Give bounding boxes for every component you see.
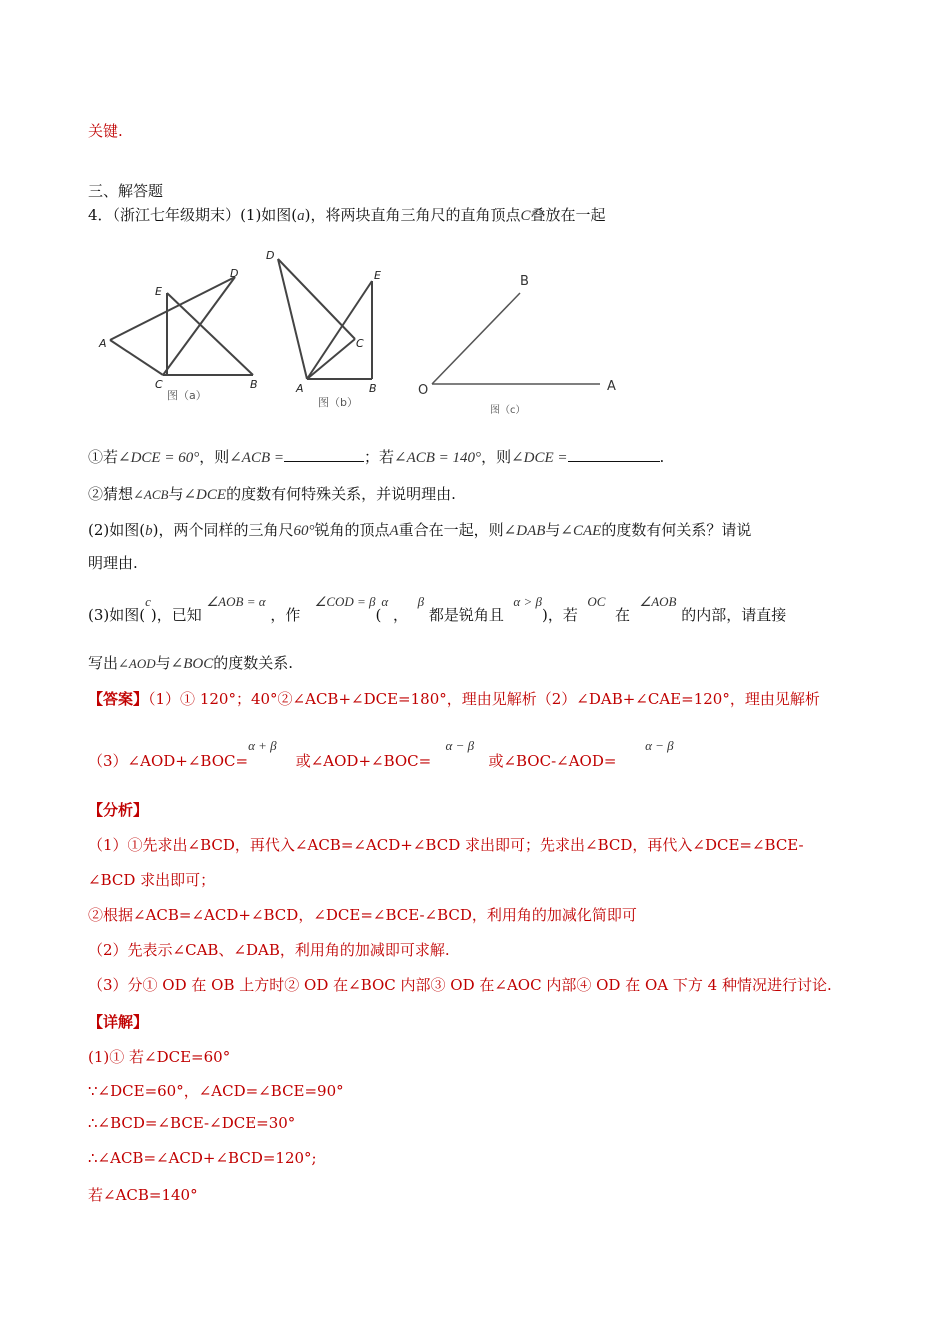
fig-a-label-d: D [230,267,239,280]
math: ∠AOB = α [206,594,266,609]
fig-b-caption: 图（b） [318,396,358,409]
question-sub1 [88,446,664,467]
question-part3 [88,594,787,625]
analysis-line-1: （1）①先求出∠BCD，再代入∠ACB=∠ACD+∠BCD 求出即可；先求出∠BCD，再代入∠DCE=∠BCE- [88,836,804,854]
fig-b-label-e: E [374,269,381,282]
math: ∠DCE = 60° [118,450,200,466]
analysis-line-2: ∠BCD 求出即可； [88,871,216,889]
text: 与 [545,521,561,539]
text: (1)如图( [240,206,298,224]
text: ①若 [88,448,119,466]
text: 的内部，请直接 [681,606,787,624]
answer-line-2 [88,738,674,771]
math: ∠BOC [170,656,214,672]
math: ∠DCE = [511,450,568,466]
text: ，则 [199,448,230,466]
text: (3)如图( [88,606,146,624]
question-sub2 [88,483,456,504]
fig-a-label-c: C [155,378,163,391]
fig-a-label-e: E [155,285,162,298]
math: α > β [513,594,542,609]
text: 重合在一起，则 [398,521,504,539]
key-text: 关键. [88,122,123,140]
question-source: （浙江七年级期末） [112,206,241,224]
text: ；若 [364,448,395,466]
fig-a-label-b: B [250,378,258,391]
question-line-1 [88,204,606,225]
text: 的度数有何关系？请说 [601,521,752,539]
text: 锐角的顶点 [314,521,390,539]
text: )，若 [541,606,578,624]
analysis-tag: 【分析】 [88,801,149,819]
fig-b-label-c: C [356,337,364,350]
math: ∠COD = β [314,594,376,609]
text: )，将两块直角三角尺的直角顶点 [304,206,521,224]
section-title: 三、解答题 [88,182,164,200]
math: 60° [293,523,315,539]
detail-line-5: 若∠ACB=140° [88,1186,198,1204]
answer-line-1 [88,688,820,709]
math: ∠AOB [639,594,677,609]
text: ，则 [481,448,512,466]
math: c [145,594,151,609]
text: ， [393,606,409,624]
fig-b-label-d: D [266,249,275,262]
math: ∠ACB [133,487,169,502]
math: α − β [645,738,674,753]
fig-b-label-a: A [296,382,304,395]
math: A [389,523,399,539]
math: ∠AOD [118,656,156,671]
text: ②猜想 [88,485,134,503]
text: 与 [155,654,171,672]
analysis-line-3: ②根据∠ACB=∠ACD+∠BCD，∠DCE=∠BCE-∠BCD，利用角的加减化简即可 [88,906,637,924]
figure-b [260,245,390,415]
text: ，作 [270,606,301,624]
text: 的度数关系. [213,654,294,672]
answer-blank-2[interactable] [568,447,660,462]
detail-line-4: ∴∠ACB=∠ACD+∠BCD=120°; [88,1149,317,1167]
text: 都是锐角且 [428,606,504,624]
math: α [381,594,389,609]
text: 或∠AOD+∠BOC= [295,752,432,770]
fig-c-label-o: O [418,383,429,398]
fig-b-label-b: B [369,382,377,395]
math: β [417,594,425,609]
figure-a [95,265,270,410]
math: α − β [445,738,475,753]
question-number: 4． [88,206,113,224]
answer-tag: 【答案】 [88,690,149,708]
question-part2-end: 明理由. [88,554,138,572]
math: ∠ACB = [229,450,285,466]
figure-c [410,265,625,420]
fig-c-label-b: B [520,274,529,289]
analysis-line-5: （3）分① OD 在 OB 上方时② OD 在∠BOC 内部③ OD 在∠AOC 内部④ OD 在 OA 下方 4 种情况进行讨论. [88,976,832,994]
detail-tag: 【详解】 [88,1013,149,1031]
question-part3-end [88,652,293,673]
text: ( [375,606,382,624]
math: ∠DCE [183,487,227,503]
math: ∠DAB [503,523,546,539]
fig-a-label-a: A [99,337,107,350]
text: )，已知 [150,606,202,624]
math: α + β [248,738,277,753]
text: 在 [614,606,630,624]
fig-a-caption: 图（a） [167,389,207,402]
text: 叠放在一起 [530,206,606,224]
math: C [520,208,531,224]
math: ∠ACB = 140° [394,450,482,466]
text: 与 [168,485,184,503]
detail-line-2: ∵∠DCE=60°，∠ACD=∠BCE=90° [88,1082,344,1100]
fig-c-caption: 图（c） [490,405,526,416]
text: 写出 [88,654,119,672]
math: OC [587,594,606,609]
question-part2 [88,519,751,540]
math: a [297,208,305,224]
answer-blank-1[interactable] [284,447,364,462]
detail-line-1: (1)① 若∠DCE=60° [88,1048,231,1066]
detail-line-3: ∴∠BCD=∠BCE-∠DCE=30° [88,1114,296,1132]
text: (2)如图( [88,521,146,539]
math: b [145,523,153,539]
analysis-line-4: （2）先表示∠CAB、∠DAB，利用角的加减即可求解. [88,941,450,959]
text: （1）① 120°；40°②∠ACB+∠DCE=180°，理由见解析（2）∠DAB+∠CAE=120°，理由见解析 [148,690,820,708]
math: ∠CAE [560,523,602,539]
fig-c-label-a: A [607,379,616,394]
text: （3）∠AOD+∠BOC= [88,752,249,770]
text: 或∠BOC-∠AOD= [488,752,617,770]
text: )，两个同样的三角尺 [152,521,294,539]
text: 的度数有何特殊关系，并说明理由. [226,485,456,503]
text: . [659,448,665,466]
